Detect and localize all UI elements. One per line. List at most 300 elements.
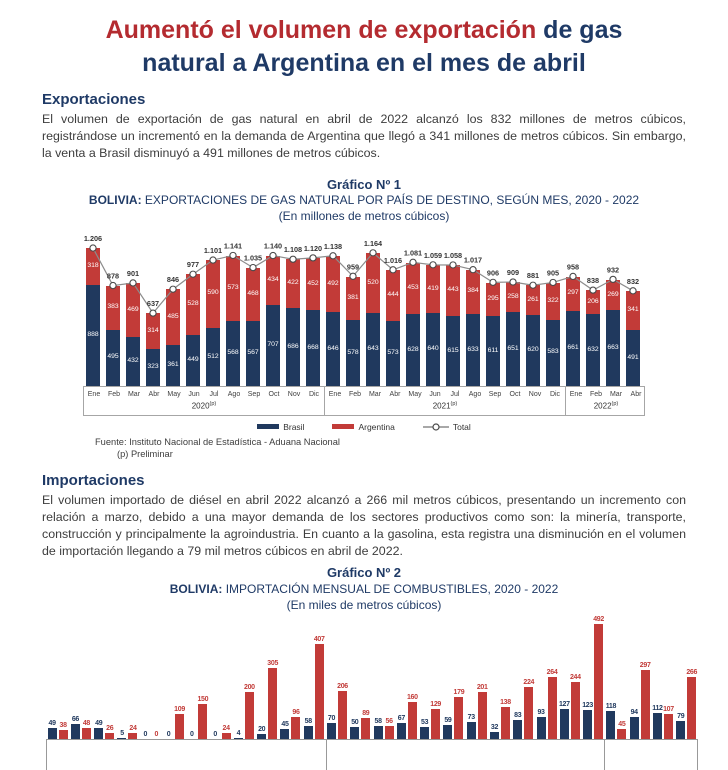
diesel-cell [338, 683, 348, 739]
chart1-month-column [623, 228, 643, 386]
brasil-bar-segment [306, 310, 320, 386]
source-line1: Fuente: Instituto Nacional de Estadística - Aduana Nacional [95, 436, 340, 447]
gasolina-value-label: 32 [490, 723, 499, 731]
brasil-bar-segment [346, 320, 360, 386]
gasolina-bar [117, 738, 126, 739]
brasil-value-label: 491 [627, 353, 639, 361]
brasil-value-label: 643 [367, 345, 379, 353]
gasolina-bar [467, 722, 476, 739]
gasolina-cell [396, 715, 406, 739]
gasolina-bar [560, 709, 569, 739]
chart2-year-cell-0 [47, 740, 326, 770]
argentina-bar-segment [426, 265, 440, 313]
chart1-month-column [603, 228, 623, 386]
total-value-label: 977 [186, 260, 200, 270]
gasolina-cell [489, 724, 499, 739]
diesel-bar [454, 697, 463, 739]
diesel-cell [524, 679, 534, 739]
diesel-value-label: 150 [197, 696, 209, 703]
gasolina-value-label: 0 [213, 731, 217, 739]
diesel-cell [314, 636, 324, 739]
total-value-label: 1.108 [283, 245, 303, 255]
chart2-title: Gráfico Nº 2 [326, 565, 402, 581]
month-label: May [408, 391, 422, 399]
month-label: Nov [287, 391, 301, 399]
chart2-year-cell-2 [604, 740, 697, 770]
total-value-label: 901 [126, 269, 140, 279]
gasolina-cell [210, 731, 220, 739]
total-line-marker-icon [423, 423, 449, 431]
argentina-bar-segment [226, 256, 240, 322]
argentina-bar-segment [366, 253, 380, 312]
chart2-month-group [558, 674, 581, 739]
diesel-bar [524, 687, 533, 739]
argentina-value-label: 485 [167, 312, 179, 320]
infographic-page [0, 14, 728, 770]
importaciones-section [42, 472, 686, 559]
chart2-month-group [628, 662, 651, 739]
diesel-cell [570, 674, 580, 739]
year-label: 2021$^{(p)}$ [432, 401, 458, 411]
argentina-bar-segment [266, 256, 280, 306]
total-value-label: 1.141 [223, 241, 243, 251]
stacked-bar [406, 263, 420, 387]
diesel-bar [687, 677, 696, 739]
chart2-month-group [302, 636, 325, 739]
diesel-bar [338, 691, 347, 739]
diesel-value-label: 24 [222, 725, 230, 733]
gasolina-cell [47, 720, 57, 739]
diesel-value-label: 24 [129, 725, 137, 733]
diesel-cell [175, 706, 185, 739]
source-line2: (p) Preliminar [117, 448, 173, 459]
brasil-bar-segment [546, 320, 560, 387]
argentina-bar-segment [466, 270, 480, 314]
diesel-bar [128, 733, 137, 739]
legend-item-brasil [257, 422, 304, 432]
argentina-bar-segment [126, 283, 140, 337]
month-labels-row [84, 387, 324, 398]
brasil-bar-segment [246, 321, 260, 386]
gasolina-value-label: 70 [327, 714, 336, 722]
argentina-value-label: 384 [467, 287, 479, 295]
argentina-value-label: 341 [627, 306, 639, 314]
total-value-label: 881 [526, 271, 540, 281]
diesel-value-label: 0 [154, 731, 159, 739]
gasolina-cell [559, 701, 569, 739]
diesel-cell [500, 699, 510, 739]
source-note [95, 436, 728, 460]
gasolina-value-label: 83 [514, 711, 522, 719]
exportaciones-section [42, 91, 686, 162]
stacked-bar [586, 290, 600, 386]
gasolina-bar [280, 729, 289, 740]
stacked-bar [126, 283, 140, 386]
stacked-bar [226, 256, 240, 387]
argentina-bar-segment [386, 270, 400, 321]
chart1-month-column [383, 228, 403, 386]
chart1-month-column [163, 228, 183, 386]
gasolina-value-label: 45 [281, 720, 289, 728]
gasolina-value-label: 0 [143, 731, 148, 739]
gasolina-cell [466, 714, 476, 739]
month-label: Ene [87, 391, 101, 399]
diesel-value-label: 45 [618, 720, 626, 728]
chart1-month-column [143, 228, 163, 386]
chart1-month-column [223, 228, 243, 386]
brasil-bar-segment [566, 311, 580, 387]
argentina-value-label: 297 [567, 289, 579, 297]
diesel-bar [478, 692, 487, 739]
chart2-axis [46, 739, 698, 770]
argentina-bar-segment [546, 283, 560, 320]
brasil-value-label: 646 [327, 344, 339, 352]
diesel-value-label: 407 [313, 635, 325, 643]
gasolina-bar [420, 727, 429, 739]
stacked-bar [106, 286, 120, 386]
gasolina-value-label: 58 [374, 717, 382, 725]
stacked-bar [526, 285, 540, 386]
argentina-value-label: 383 [107, 303, 119, 311]
year-preliminary-sup: (p) [611, 401, 619, 408]
brasil-value-label: 512 [207, 352, 219, 360]
diesel-value-label: 305 [267, 659, 279, 667]
argentina-value-label: 452 [307, 279, 319, 287]
gasolina-value-label: 118 [605, 703, 617, 711]
brasil-bar-segment [126, 337, 140, 386]
argentina-value-label: 469 [127, 305, 139, 313]
diesel-value-label: 201 [476, 684, 488, 692]
diesel-value-label: 200 [244, 684, 255, 692]
month-labels-row [566, 387, 646, 398]
diesel-cell [547, 669, 557, 739]
brasil-bar-segment [366, 313, 380, 387]
diesel-value-label: 96 [292, 708, 300, 716]
diesel-bar [315, 644, 324, 739]
month-label: Jul [209, 391, 219, 399]
brasil-bar-segment [326, 312, 340, 386]
gasolina-cell [94, 720, 104, 739]
argentina-value-label: 419 [427, 284, 439, 292]
argentina-bar-segment [446, 265, 460, 316]
gasolina-cell [583, 702, 593, 739]
chart1-month-column [503, 228, 523, 386]
chart1-header [0, 177, 728, 225]
stacked-bar [346, 277, 360, 387]
month-label: Sep [488, 391, 502, 399]
chart2-month-group [209, 725, 232, 739]
brasil-value-label: 567 [247, 349, 259, 357]
brasil-bar-segment [506, 312, 520, 386]
argentina-value-label: 258 [507, 292, 519, 300]
diesel-value-label: 109 [174, 705, 185, 713]
gasolina-bar [630, 717, 639, 739]
brasil-bar-segment [446, 316, 460, 386]
chart1-month-column [303, 228, 323, 386]
brasil-value-label: 661 [567, 343, 579, 351]
importaciones-paragraph: El volumen importado de diésel en abril 2022 alcanzó a 266 mil metros cúbicos, presentando un incremento con relación a marzo, debido a una mayor demanda de los sectores productivos como son: la minería, transporte, construcción y principalmente la agroindustria. En cuanto a la gasolina, esta registra una disminución en el volumen de importación llegando a 79 mil metros cúbicos en abril de 2022. [42, 493, 686, 558]
brasil-value-label: 628 [407, 345, 419, 353]
month-label: Nov [528, 391, 542, 399]
argentina-bar-segment [86, 248, 100, 284]
gasolina-cell [513, 712, 523, 739]
chart1-month-column [543, 228, 563, 386]
argentina-value-label: 468 [247, 290, 259, 298]
argentina-bar-segment [526, 285, 540, 315]
total-value-label: 838 [586, 276, 600, 286]
brasil-bar-segment [266, 305, 280, 386]
month-label: May [167, 391, 181, 399]
argentina-value-label: 206 [587, 297, 599, 305]
brasil-bar-segment [406, 314, 420, 386]
chart2-month-group [535, 669, 558, 739]
chart1-month-column [103, 228, 123, 386]
month-label: Oct [268, 391, 280, 399]
gasolina-value-label: 127 [558, 701, 570, 709]
argentina-value-label: 318 [87, 262, 99, 270]
month-label: Jun [429, 391, 441, 399]
gasolina-cell [164, 731, 174, 739]
total-value-label: 906 [486, 268, 500, 278]
stacked-bar [266, 256, 280, 387]
year-group-2022 [565, 387, 646, 415]
diesel-cell [268, 660, 278, 739]
brasil-bar-segment [186, 335, 200, 386]
diesel-value-label: 89 [362, 710, 370, 718]
month-label: Mar [609, 391, 623, 399]
diesel-cell [244, 684, 254, 739]
brasil-bar-segment [386, 321, 400, 387]
gasolina-value-label: 53 [421, 718, 429, 726]
gasolina-value-label: 20 [258, 726, 266, 734]
argentina-swatch-icon [332, 424, 354, 429]
brasil-value-label: 668 [307, 343, 319, 351]
chart2-plot [46, 613, 698, 770]
gasolina-cell [117, 730, 127, 739]
chart2-month-group [279, 709, 302, 739]
gasolina-bar [397, 723, 406, 739]
gasolina-cell [233, 730, 243, 739]
diesel-cell [151, 731, 161, 739]
argentina-bar-segment [306, 258, 320, 310]
argentina-bar-segment [406, 263, 420, 315]
argentina-value-label: 528 [187, 300, 199, 308]
argentina-value-label: 314 [147, 326, 159, 334]
diesel-value-label: 160 [406, 693, 418, 701]
diesel-value-label: 492 [593, 616, 604, 624]
total-value-label: 832 [626, 277, 640, 287]
gasolina-cell [70, 716, 80, 739]
argentina-bar-segment [606, 280, 620, 311]
stacked-bar [166, 289, 180, 386]
argentina-bar-segment [586, 290, 600, 314]
month-label: Feb [107, 391, 121, 399]
gasolina-value-label: 66 [71, 715, 80, 723]
argentina-value-label: 443 [447, 286, 459, 294]
chart1-month-column [363, 228, 383, 386]
month-label: Oct [509, 391, 521, 399]
legend-item-total [423, 422, 471, 432]
gasolina-cell [443, 717, 453, 739]
total-value-label: 1.081 [403, 248, 423, 258]
year-preliminary-sup: (p) [450, 401, 458, 408]
brasil-value-label: 583 [547, 348, 559, 356]
month-label: Feb [589, 391, 603, 399]
gasolina-bar [537, 717, 546, 739]
diesel-bar [361, 718, 370, 739]
brasil-bar-segment [526, 315, 540, 386]
brasil-value-label: 633 [467, 345, 479, 353]
gasolina-bar [48, 728, 57, 739]
argentina-value-label: 492 [327, 279, 339, 287]
argentina-value-label: 322 [547, 296, 559, 304]
diesel-value-label: 129 [430, 700, 442, 708]
gasolina-value-label: 73 [467, 714, 475, 721]
gasolina-value-label: 0 [166, 731, 171, 739]
diesel-cell [198, 696, 208, 739]
gasolina-bar [71, 724, 80, 739]
argentina-bar-segment [166, 289, 180, 344]
total-value-label: 1.059 [423, 251, 443, 261]
month-label: Abr [148, 391, 160, 399]
diesel-bar [664, 714, 673, 739]
chart2-month-group [325, 683, 348, 739]
brasil-value-label: 578 [347, 348, 359, 356]
diesel-bar [501, 707, 510, 739]
chart2-month-group [442, 689, 465, 739]
chart1-month-column [323, 228, 343, 386]
chart2-header [0, 565, 728, 613]
chart2-month-group [395, 694, 418, 739]
year-preliminary-sup: (p) [209, 401, 217, 408]
stacked-bar [386, 270, 400, 386]
chart1-subtitle [0, 193, 728, 208]
total-value-label: 1.206 [83, 234, 103, 244]
gasolina-cell [652, 705, 662, 739]
year-label: 2022$^{(p)}$ [593, 401, 619, 411]
brasil-value-label: 615 [447, 346, 459, 354]
chart2-month-group [605, 703, 628, 739]
brasil-bar-segment [86, 285, 100, 387]
brasil-value-label: 632 [587, 345, 599, 353]
total-value-label: 1.140 [263, 241, 283, 251]
chart1-unit: (En millones de metros cúbicos) [278, 208, 450, 223]
gasolina-cell [373, 718, 383, 740]
diesel-value-label: 297 [639, 661, 651, 669]
brasil-value-label: 495 [107, 353, 119, 361]
month-label: Jul [450, 391, 460, 399]
gasolina-bar [490, 732, 499, 739]
brasil-value-label: 651 [507, 344, 519, 352]
argentina-bar-segment [246, 268, 260, 322]
chart1-month-column [263, 228, 283, 386]
total-value-label: 1.017 [463, 255, 483, 265]
page-title-highlight: Aumentó el volumen de exportación [105, 16, 537, 44]
argentina-bar-segment [626, 291, 640, 330]
legend-label-brasil: Brasil [283, 421, 305, 432]
stacked-bar [186, 274, 200, 386]
year-group-2021 [324, 387, 565, 415]
stacked-bar [306, 258, 320, 386]
argentina-value-label: 381 [347, 293, 359, 301]
gasolina-cell [327, 715, 337, 739]
gasolina-cell [350, 719, 360, 739]
gasolina-value-label: 93 [537, 709, 545, 717]
total-value-label: 1.164 [363, 239, 383, 249]
chart2-month-group [93, 720, 116, 739]
gasolina-value-label: 0 [190, 731, 194, 739]
chart1-title: Gráfico Nº 1 [326, 176, 402, 192]
month-label: Sep [247, 391, 261, 399]
diesel-cell [81, 720, 91, 739]
gasolina-cell [187, 731, 197, 739]
brasil-value-label: 573 [387, 349, 399, 357]
diesel-bar [59, 730, 68, 739]
argentina-bar-segment [206, 260, 220, 327]
chart2-month-group [675, 669, 698, 739]
gasolina-value-label: 50 [351, 719, 359, 727]
chart1-month-column [123, 228, 143, 386]
chart2-subtitle [0, 582, 728, 597]
chart2-month-group [419, 701, 442, 739]
argentina-value-label: 453 [407, 284, 419, 292]
brasil-bar-segment [486, 316, 500, 386]
total-value-label: 1.101 [203, 246, 223, 256]
brasil-value-label: 888 [87, 331, 99, 338]
chart2-month-group [488, 699, 511, 739]
brasil-value-label: 449 [187, 356, 199, 364]
diesel-value-label: 138 [500, 698, 511, 706]
diesel-bar [617, 729, 626, 740]
argentina-bar-segment [286, 259, 300, 307]
brasil-bar-segment [166, 345, 180, 386]
brasil-bar-segment [586, 314, 600, 386]
gasolina-value-label: 112 [652, 704, 663, 712]
total-value-label: 909 [506, 268, 520, 278]
gasolina-value-label: 58 [304, 717, 312, 725]
diesel-value-label: 264 [546, 669, 558, 677]
month-label: Ago [468, 391, 482, 399]
diesel-cell [384, 718, 394, 739]
chart1-month-column [183, 228, 203, 386]
brasil-value-label: 707 [267, 341, 279, 349]
total-value-label: 846 [166, 275, 180, 285]
gasolina-bar [583, 710, 592, 739]
month-label: Jun [188, 391, 200, 399]
chart2-month-group [69, 716, 92, 739]
diesel-bar [245, 692, 254, 739]
diesel-bar [571, 682, 580, 739]
diesel-bar [82, 728, 91, 739]
chart1-bars-area [83, 228, 645, 386]
total-value-label: 637 [146, 299, 160, 309]
chart2-month-group [256, 660, 279, 739]
gasolina-cell [257, 726, 267, 739]
chart1-subtitle-bold: BOLIVIA: [88, 193, 142, 208]
gasolina-bar [513, 720, 522, 739]
month-label: Mar [368, 391, 382, 399]
chart2-month-group [512, 679, 535, 739]
stacked-bar [466, 270, 480, 386]
brasil-bar-segment [466, 314, 480, 386]
chart2-month-group [46, 720, 69, 739]
argentina-value-label: 434 [267, 276, 279, 284]
gasolina-value-label: 4 [236, 730, 241, 738]
gasolina-value-label: 79 [677, 712, 685, 720]
brasil-value-label: 568 [227, 349, 239, 357]
total-value-label: 959 [346, 262, 360, 272]
argentina-value-label: 520 [367, 278, 379, 286]
